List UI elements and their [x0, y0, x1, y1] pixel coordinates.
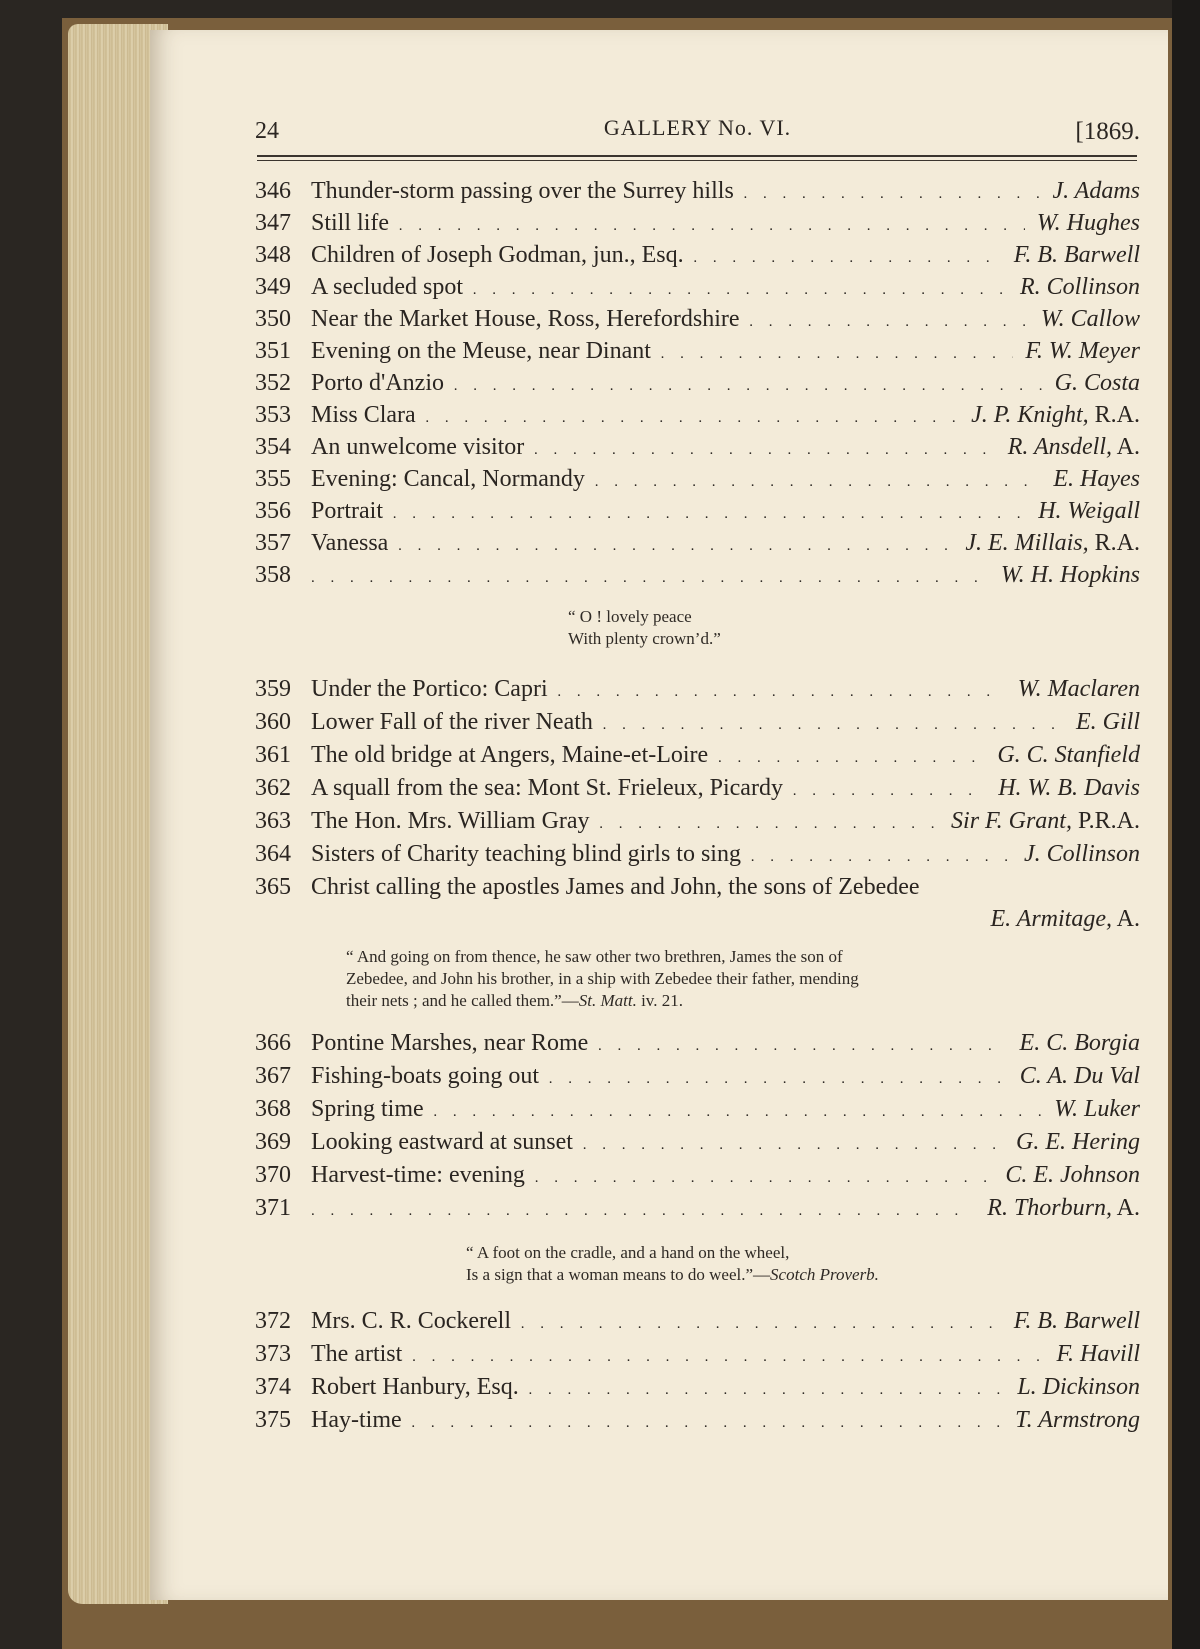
catalogue-entry: 347 Still life . . . W. Hughes	[255, 210, 1140, 240]
catalogue-entry: 350 Near the Market House, Ross, Herefordshire . . . W. Callow	[255, 306, 1140, 336]
cover-edge	[1172, 0, 1200, 1649]
catalogue-entry: 346 Thunder-storm passing over the Surrey hills . . . J. Adams	[255, 178, 1140, 208]
catalogue-entry: 360 Lower Fall of the river Neath . . . E. Gill	[255, 709, 1140, 739]
catalogue-entry: 372 Mrs. C. R. Cockerell . . . F. B. Barwell	[255, 1308, 1140, 1338]
catalogue-entry: 366 Pontine Marshes, near Rome . . . E. C. Borgia	[255, 1030, 1140, 1060]
catalogue-entry: 351 Evening on the Meuse, near Dinant . . . F. W. Meyer	[255, 338, 1140, 368]
catalogue-entry: 356 Portrait . . . H. Weigall	[255, 498, 1140, 528]
catalogue-entry: 354 An unwelcome visitor . . . R. Ansdell, A.	[255, 434, 1140, 464]
catalogue-entry: 374 Robert Hanbury, Esq. . . . L. Dickinson	[255, 1374, 1140, 1404]
catalogue-entry: 348 Children of Joseph Godman, jun., Esq. . . . F. B. Barwell	[255, 242, 1140, 272]
catalogue-entry: 362 A squall from the sea: Mont St. Frieleux, Picardy . . . H. W. B. Davis	[255, 775, 1140, 805]
header-rule-thin	[257, 160, 1137, 161]
catalogue-entry: 375 Hay-time . . . T. Armstrong	[255, 1407, 1140, 1437]
page-title: GALLERY No. VI.	[603, 115, 792, 140]
quote-365: “ And going on from thence, he saw other two brethren, James the son of Zebedee, and John his brother, in a ship with Zebedee their father, mending their nets ; and he called them.”—St. Matt. iv. 21.	[346, 947, 859, 1010]
catalogue-entry-long: 365 Christ calling the apostles James and John, the sons of Zebedee	[255, 874, 920, 900]
catalogue-entry: 364 Sisters of Charity teaching blind girls to sing . . . J. Collinson	[255, 841, 1140, 871]
catalogue-entry: 368 Spring time . . . W. Luker	[255, 1096, 1140, 1126]
quote-371: “ A foot on the cradle, and a hand on the wheel, Is a sign that a woman means to do weel.”—Scotch Proverb.	[466, 1243, 879, 1284]
catalogue-entry: 363 The Hon. Mrs. William Gray . . . Sir F. Grant, P.R.A.	[255, 808, 1140, 838]
artist-365: E. Armitage, A.	[990, 906, 1140, 932]
catalogue-entry: 367 Fishing-boats going out . . . C. A. Du Val	[255, 1063, 1140, 1093]
catalogue-entry: 370 Harvest-time: evening . . . C. E. Johnson	[255, 1162, 1140, 1192]
quote-358: “ O ! lovely peace With plenty crown’d.”	[568, 607, 721, 648]
catalogue-entry: 361 The old bridge at Angers, Maine-et-Loire . . . G. C. Stanfield	[255, 742, 1140, 772]
catalogue-entry: 371 . . . R. Thorburn, A.	[255, 1195, 1140, 1225]
catalogue-entry: 357 Vanessa . . . J. E. Millais, R.A.	[255, 530, 1140, 560]
catalogue-entry: 352 Porto d'Anzio . . . G. Costa	[255, 370, 1140, 400]
catalogue-entry: 369 Looking eastward at sunset . . . G. E. Hering	[255, 1129, 1140, 1159]
catalogue-entry: 353 Miss Clara . . . J. P. Knight, R.A.	[255, 402, 1140, 432]
page-number: 24	[255, 118, 279, 144]
header-rule	[257, 155, 1137, 157]
catalogue-entry: 373 The artist . . . F. Havill	[255, 1341, 1140, 1371]
page-header	[255, 115, 1140, 150]
page-year: [1869.	[1075, 118, 1140, 145]
catalogue-entry: 349 A secluded spot . . . R. Collinson	[255, 274, 1140, 304]
catalogue-entry: 355 Evening: Cancal, Normandy . . . E. Hayes	[255, 466, 1140, 496]
catalogue-entry: 359 Under the Portico: Capri . . . W. Maclaren	[255, 676, 1140, 706]
catalogue-entry: 358 . . . W. H. Hopkins	[255, 562, 1140, 592]
